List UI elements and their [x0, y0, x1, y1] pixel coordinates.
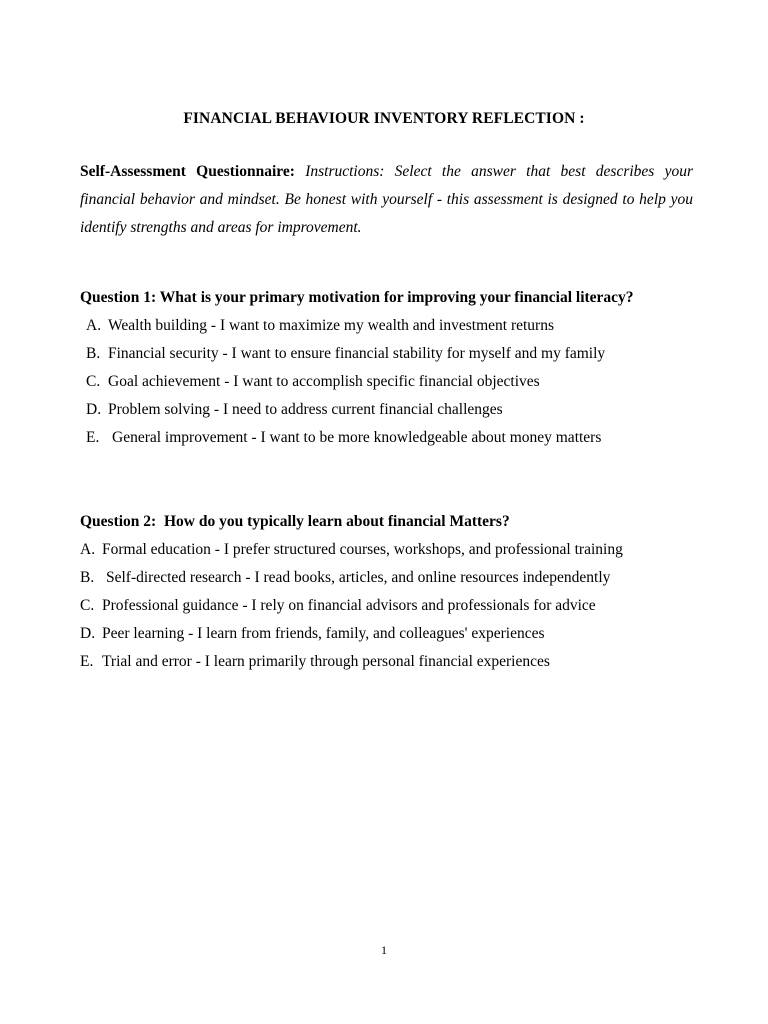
option-list: [80, 312, 700, 452]
option-text: Peer learning - I learn from friends, family, and colleagues' experiences: [102, 625, 545, 642]
option-item: [80, 592, 700, 620]
option-list: [80, 536, 700, 676]
option-text: Goal achievement - I want to accomplish specific financial objectives: [108, 373, 540, 390]
option-item: [80, 312, 700, 340]
option-text: Self-directed research - I read books, articles, and online resources independently: [106, 569, 611, 586]
option-item: [80, 648, 700, 676]
option-text: Financial security - I want to ensure financial stability for myself and my family: [108, 345, 606, 362]
option-text: Trial and error - I learn primarily through personal financial experiences: [102, 653, 550, 670]
option-letter: A.: [80, 541, 96, 558]
intro-paragraph: [80, 158, 693, 242]
option-item: [80, 564, 700, 592]
intro-instructions: Instructions: Select the answer that best describes your financial behavior and mindset. Be honest with yourself - this assessment is designed to help you identify strengths and areas for improvement.: [80, 163, 693, 236]
option-letter: C.: [86, 373, 101, 390]
option-letter: D.: [86, 401, 102, 418]
option-text: Professional guidance - I rely on financial advisors and professionals for advice: [102, 597, 596, 614]
option-letter: C.: [80, 597, 95, 614]
option-letter: E.: [80, 653, 94, 670]
option-letter: B.: [86, 345, 101, 362]
option-item: [80, 620, 700, 648]
option-text: Formal education - I prefer structured courses, workshops, and professional training: [102, 541, 623, 558]
option-item: [80, 424, 700, 452]
option-item: [80, 340, 700, 368]
question-heading: Question 2: How do you typically learn about financial Matters?: [80, 513, 510, 530]
option-letter: E.: [86, 429, 100, 446]
option-text: Wealth building - I want to maximize my wealth and investment returns: [108, 317, 554, 334]
document-title: FINANCIAL BEHAVIOUR INVENTORY REFLECTION :: [183, 110, 585, 127]
question-2: [80, 508, 700, 676]
option-text: General improvement - I want to be more knowledgeable about money matters: [112, 429, 602, 446]
page-number: 1: [381, 943, 387, 957]
question-heading: Question 1: What is your primary motivation for improving your financial literacy?: [80, 289, 634, 306]
question-1: [80, 284, 700, 452]
option-item: [80, 396, 700, 424]
intro-label: Self-Assessment Questionnaire:: [80, 163, 306, 180]
option-letter: A.: [86, 317, 102, 334]
option-letter: D.: [80, 625, 96, 642]
option-letter: B.: [80, 569, 95, 586]
option-item: [80, 368, 700, 396]
option-item: [80, 536, 700, 564]
option-text: Problem solving - I need to address current financial challenges: [108, 401, 503, 418]
